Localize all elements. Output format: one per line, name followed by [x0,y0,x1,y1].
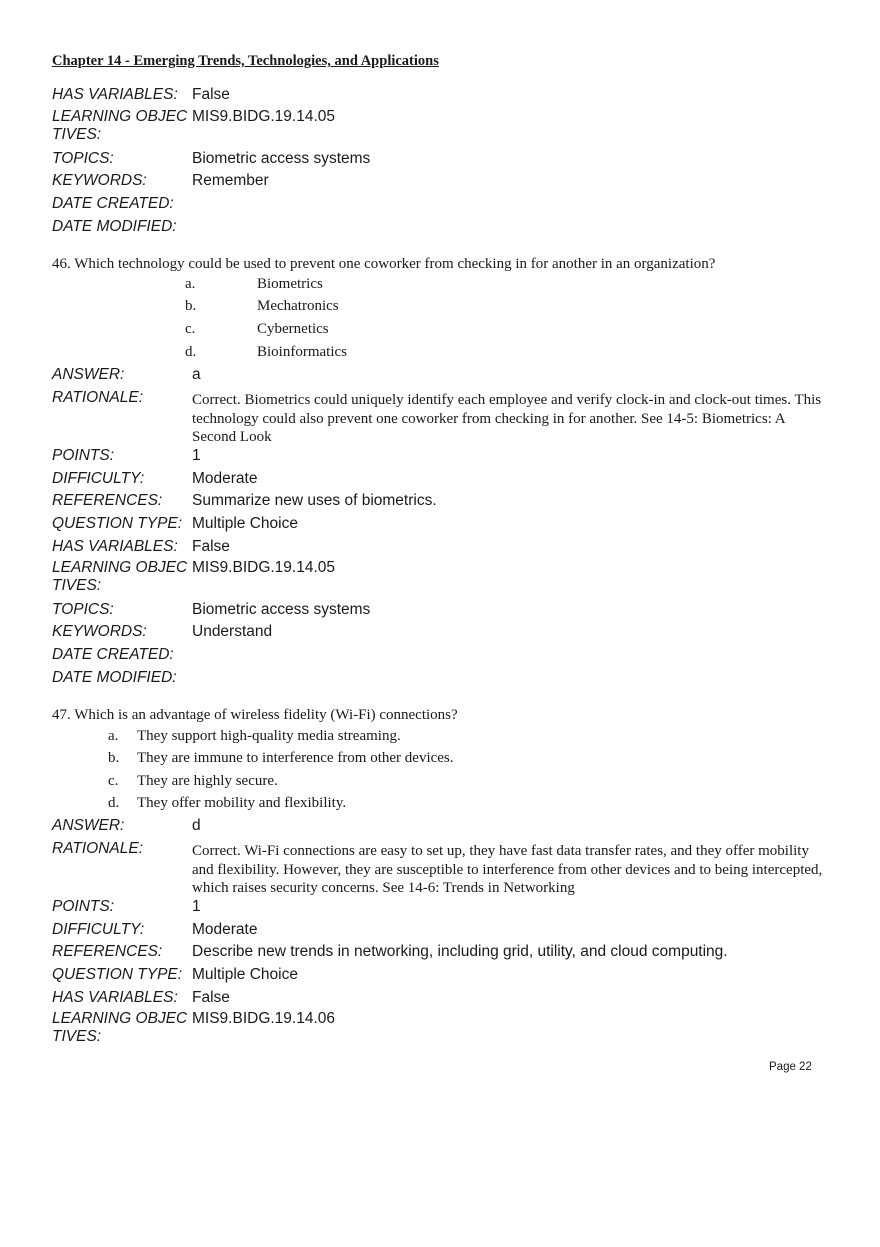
q46-date-created: DATE CREATED: [52,646,174,663]
meta-topics: TOPICS: Biometric access systems [52,150,371,167]
q46-learning-objectives: LEARNING OBJECTIVES: MIS9.BIDG.19.14.05 [52,559,336,594]
q47-points: POINTS: 1 [52,898,201,915]
q46-points: POINTS: 1 [52,447,201,464]
q47-rationale: RATIONALE: Correct. Wi-Fi connections are easy to set up, they have fast data transfer rates, and they offer mobility and flexibility. However, they are susceptible to interference from other devices and to being intercepted, which raises security concerns. See 14-6: Trends in Networking [52,840,823,896]
q46-option-a: a. Biometrics [185,276,323,292]
q46-option-c: c. Cybernetics [185,321,329,337]
meta-has-variables: HAS VARIABLES: False [52,86,230,103]
q46-question-type: QUESTION TYPE: Multiple Choice [52,515,298,532]
q46-answer: ANSWER: a [52,366,201,383]
q47-metadata [52,817,832,1052]
q46-option-d: d. Bioinformatics [185,344,347,360]
question-46-text: 46. Which technology could be used to prevent one coworker from checking in for another in an organization? [52,256,716,272]
prev-item-metadata [52,86,832,240]
q46-topics: TOPICS: Biometric access systems [52,601,371,618]
q47-answer: ANSWER: d [52,817,201,834]
meta-keywords: KEYWORDS: Remember [52,172,269,189]
q47-question-type: QUESTION TYPE: Multiple Choice [52,966,298,983]
q47-option-c: c. They are highly secure. [108,773,278,789]
q47-option-a: a. They support high-quality media streaming. [108,728,401,744]
q46-rationale: RATIONALE: Correct. Biometrics could uniquely identify each employee and verify clock-in and clock-out times. This technology could also prevent one coworker from checking in for another. See 14-5: Biometrics: A Second Look [52,389,822,445]
q47-difficulty: DIFFICULTY: Moderate [52,921,258,938]
question-47-text: 47. Which is an advantage of wireless fidelity (Wi-Fi) connections? [52,707,458,723]
q47-references: REFERENCES: Describe new trends in networking, including grid, utility, and cloud computing. [52,943,728,960]
q47-option-d: d. They offer mobility and flexibility. [108,795,347,811]
q47-learning-objectives: LEARNING OBJECTIVES: MIS9.BIDG.19.14.06 [52,1010,336,1045]
chapter-title: Chapter 14 - Emerging Trends, Technologies, and Applications [52,53,439,69]
q46-references: REFERENCES: Summarize new uses of biometrics. [52,492,437,509]
q46-keywords: KEYWORDS: Understand [52,623,273,640]
page-number: Page 22 [769,1061,812,1073]
q46-metadata [52,366,832,691]
q47-option-b: b. They are immune to interference from other devices. [108,750,454,766]
q46-option-b: b. Mechatronics [185,298,339,314]
q46-has-variables: HAS VARIABLES: False [52,538,230,555]
q46-difficulty: DIFFICULTY: Moderate [52,470,258,487]
meta-date-created: DATE CREATED: [52,195,174,212]
meta-date-modified: DATE MODIFIED: [52,218,177,235]
q47-has-variables: HAS VARIABLES: False [52,989,230,1006]
meta-learning-objectives: LEARNING OBJECTIVES: MIS9.BIDG.19.14.05 [52,108,336,143]
q46-date-modified: DATE MODIFIED: [52,669,177,686]
